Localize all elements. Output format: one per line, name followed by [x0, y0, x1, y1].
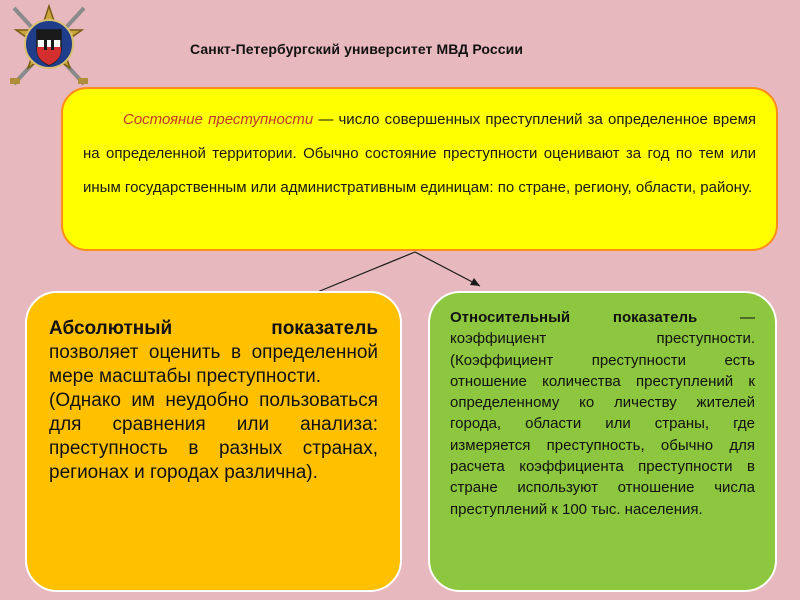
definition-box [61, 87, 778, 251]
absolute-indicator-paragraph [49, 317, 378, 389]
definition-term: Состояние преступности [123, 111, 314, 128]
relative-indicator-box [428, 291, 777, 592]
relative-indicator-heading: Относительный показатель [450, 309, 698, 326]
absolute-indicator-text: позволяет оценить в определенной мере масштабы преступности. [49, 342, 378, 387]
relative-indicator-text: — коэффициент преступности. (Коэффициент преступности есть отношение количества преступлений к определенному ко личеству жителей города, области или страны, где измеряется преступность, обычно для расчета коэффициента преступности в стране используют отношение числа преступлений к 100 тыс. населения. [450, 309, 756, 518]
police-shield-emblem-icon [4, 2, 94, 90]
absolute-indicator-note: (Однако им неудобно пользоваться для сравнения или анализа: преступность в разных странах, регионах и городах различна). [49, 390, 378, 483]
absolute-indicator-box [25, 291, 402, 592]
definition-text: — число совершенных преступлений за определенное время на определенной территории. Обычно состояние преступности оценивают за год по тем или иным государственным или административным единицам: по стране, региону, области, району. [83, 111, 756, 196]
absolute-indicator-heading: Абсолютный показатель [49, 318, 378, 339]
header-title: Санкт-Петербургский университет МВД России [190, 41, 524, 57]
